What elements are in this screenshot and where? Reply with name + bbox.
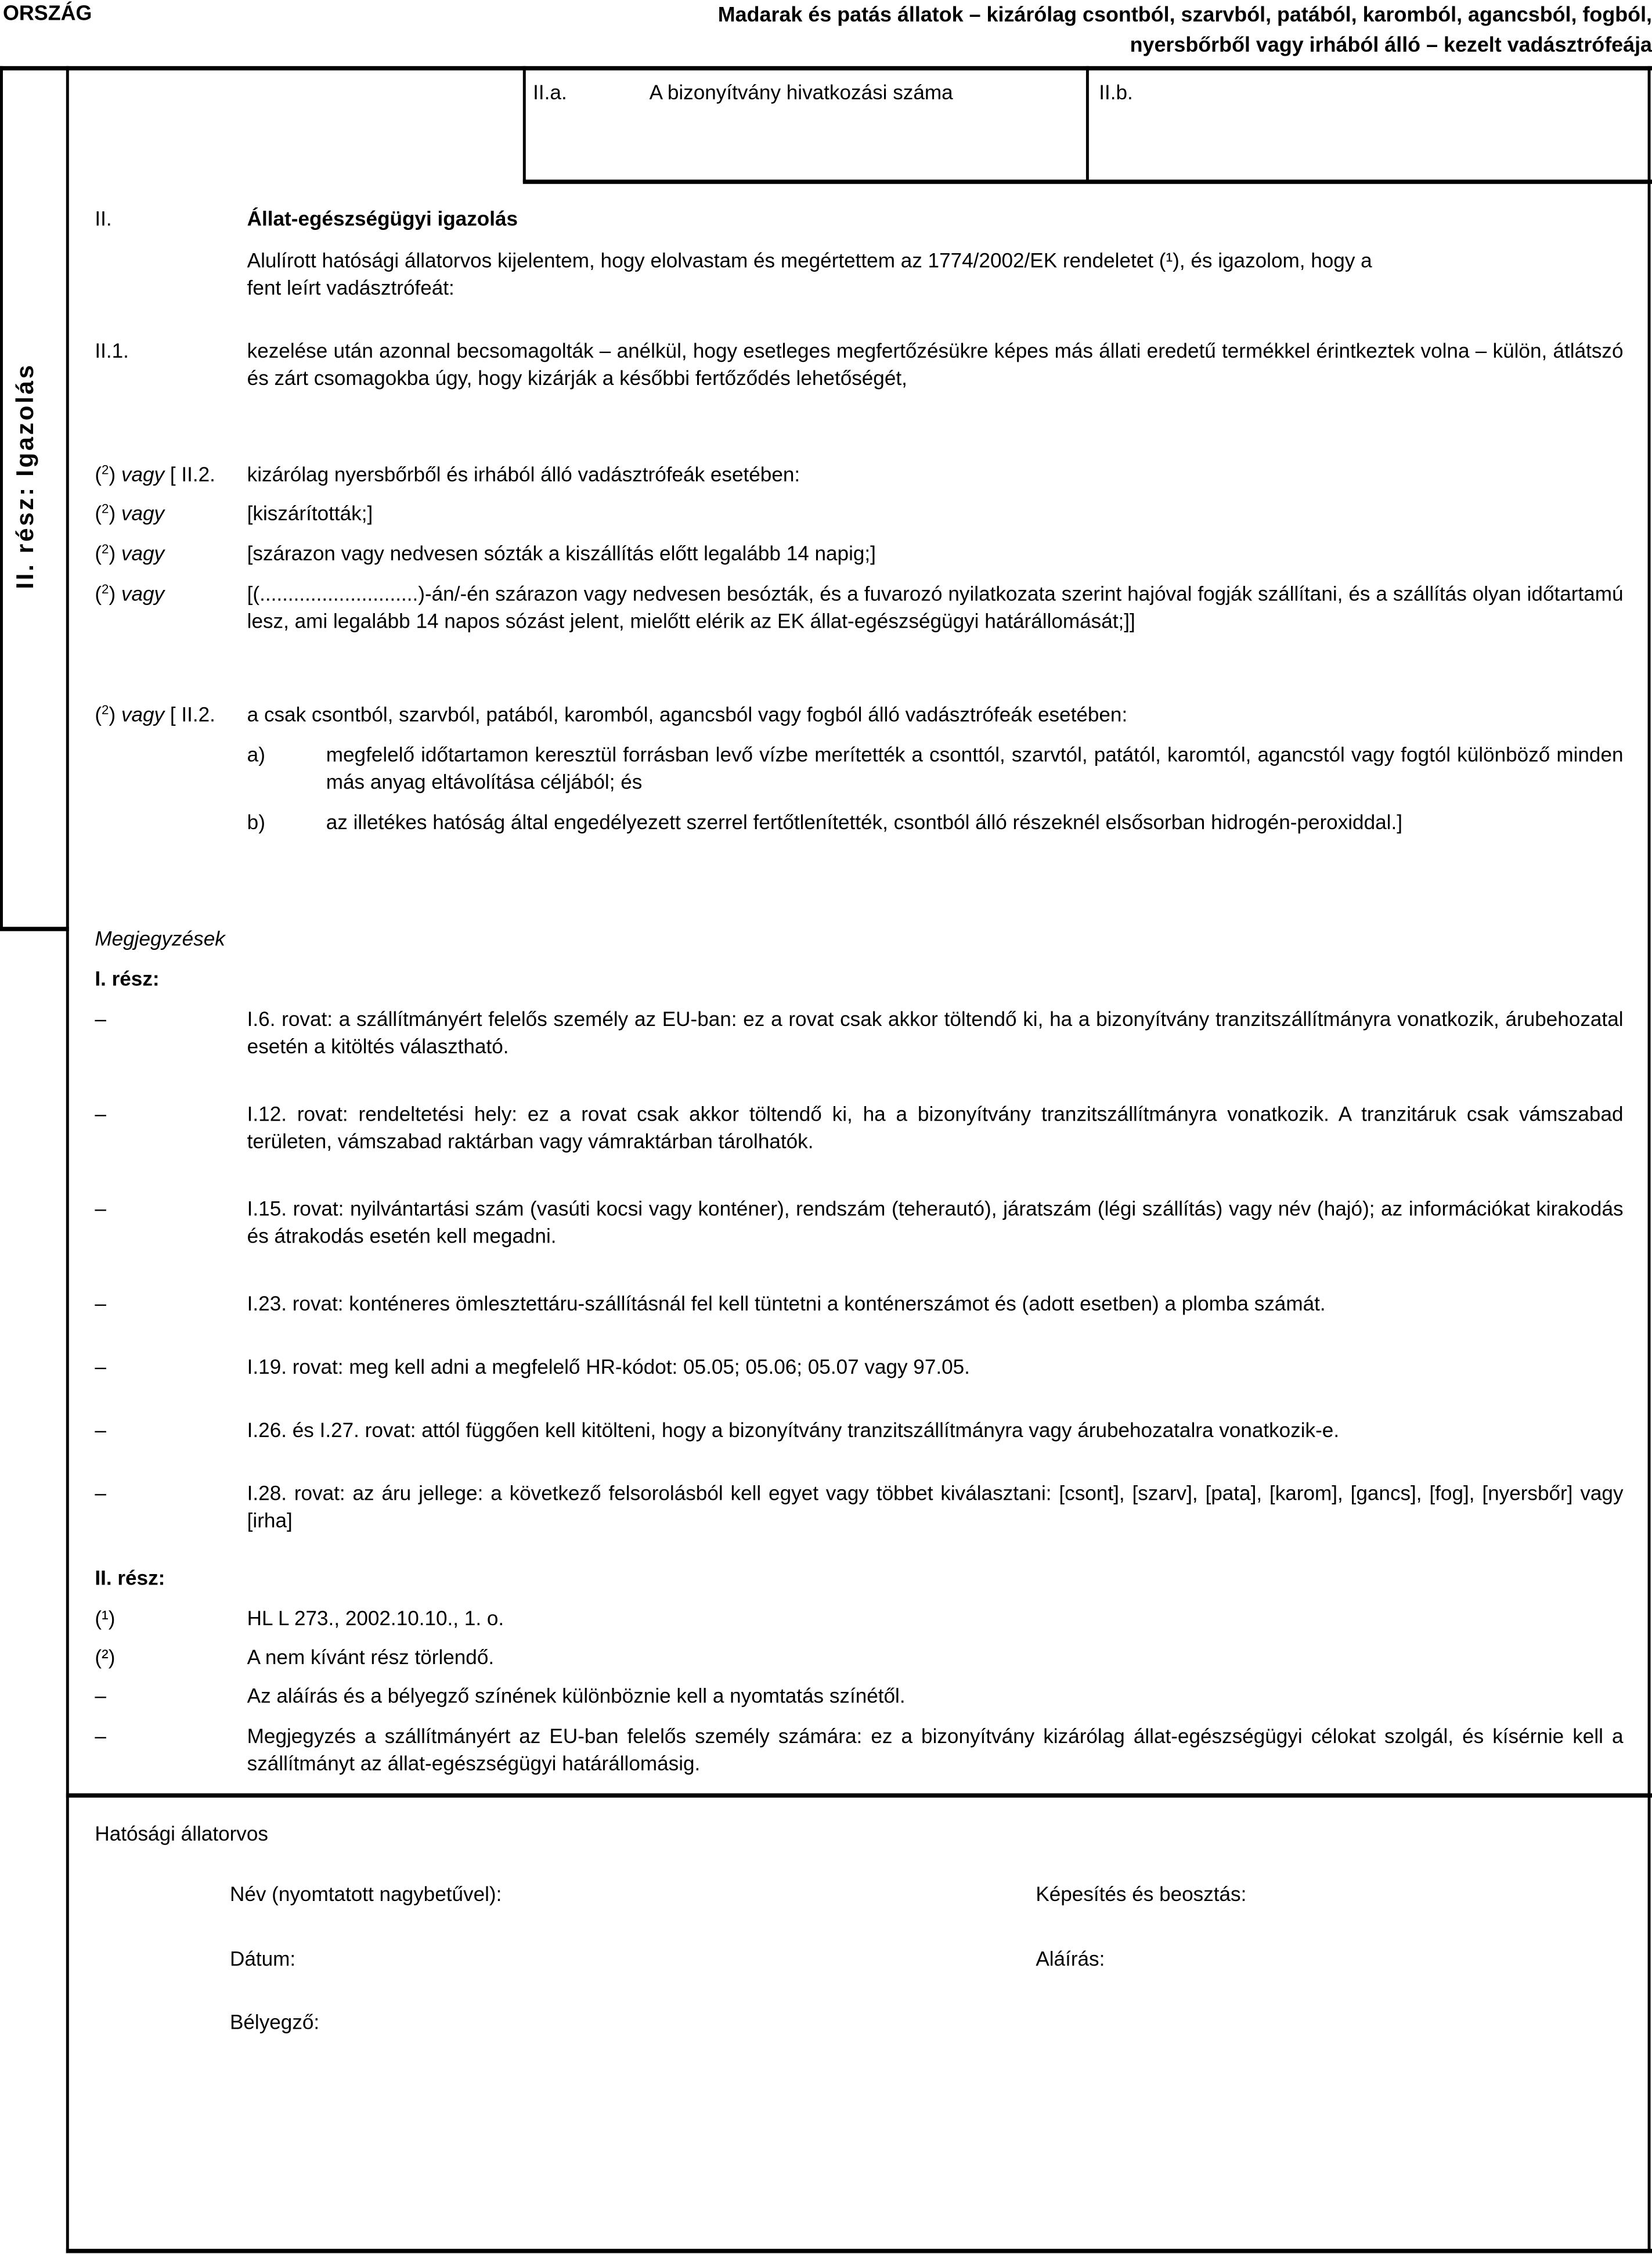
item-label: ($^2$) vagy — [95, 582, 165, 607]
stamp-field[interactable]: Bélyegző: — [229, 2011, 320, 2035]
notes-part1-title: I. rész: — [95, 968, 160, 992]
footnote-mark: – — [95, 1726, 106, 1749]
item-label: ($^2$) vagy [ II.2. — [95, 703, 215, 728]
ref-box-divider — [1086, 66, 1089, 182]
sidebar-divider — [66, 66, 69, 2253]
frame-left — [0, 66, 3, 928]
frame-bottom — [66, 2249, 1652, 2253]
title-line-2: nyersbőrből vagy irhából álló – kezelt vadásztrófeája — [1130, 34, 1652, 57]
signature-field[interactable]: Aláírás: — [1036, 1948, 1105, 1972]
section-number: II. — [95, 208, 112, 232]
note-dash: – — [95, 1356, 106, 1380]
note-text: I.6. rovat: a szállítmányért felelős személy az EU-ban: ez a rovat csak akkor töltendő ki, ha a bizonyítvány tranzitszállítmányra vonatkozik, árubehozatal esetén a kitöltés választható. — [247, 1009, 1624, 1059]
footnote-mark: (¹) — [95, 1608, 116, 1631]
ref-b-field[interactable]: II.b. — [1099, 82, 1133, 105]
intro-line-2: fent leírt vadásztrófeát: — [247, 277, 455, 301]
footnote-text: HL L 273., 2002.10.10., 1. o. — [247, 1608, 504, 1631]
frame-right — [1648, 66, 1651, 2253]
note-text: I.12. rovat: rendeltetési hely: ez a rovat csak akkor töltendő ki, ha a bizonyítvány tranzitszállítmányra vonatkozik. A tranzitáruk csak vámszabad területen, vámszabad raktárban vagy vámraktárban tárolhatók. — [247, 1103, 1624, 1154]
note-dash: – — [95, 1482, 106, 1506]
date-field[interactable]: Dátum: — [229, 1948, 296, 1972]
section-title: Állat-egészségügyi igazolás — [247, 208, 518, 232]
notes-part2-title: II. rész: — [95, 1568, 165, 1591]
item-text[interactable]: a csak csontból, szarvból, patából, karomból, agancsból vagy fogból álló vadásztrófeák esetében: — [247, 704, 1128, 728]
note-text: I.19. rovat: meg kell adni a megfelelő HR-kódot: 05.05; 05.06; 05.07 vagy 97.05. — [247, 1356, 970, 1380]
ref-box-bottom — [523, 179, 1652, 183]
name-field[interactable]: Név (nyomtatott nagybetűvel): — [229, 1884, 502, 1907]
subitem-text: az illetékes hatóság által engedélyezett szerrel fertőtlenítették, csontból álló részeknél elsősorban hidrogén-peroxiddal.] — [326, 812, 1402, 835]
footnote-text: Megjegyzés a szállítmányért az EU-ban felelős személy számára: ez a bizonyítvány kizárólag állat-egészségügyi célokat szolgál, és kísérnie kell a szállítmányt az állat-egészségügyi határállomásig. — [247, 1726, 1624, 1776]
country-label: ORSZÁG — [2, 2, 92, 26]
footnote-mark: – — [95, 1685, 106, 1709]
signature-divider — [66, 1794, 1652, 1798]
footnote-mark: (²) — [95, 1647, 116, 1670]
signature-title: Hatósági állatorvos — [95, 1823, 268, 1847]
sidebar-bottom — [0, 927, 69, 931]
note-text: I.23. rovat: konténeres ömlesztettáru-szállításnál fel kell tüntetni a konténerszámot és (adott esetben) a plomba számát. — [247, 1293, 1326, 1316]
note-dash: – — [95, 1103, 106, 1127]
qualification-field[interactable]: Képesítés és beosztás: — [1036, 1884, 1247, 1907]
ref-a-label: II.a. — [533, 82, 567, 105]
note-dash: – — [95, 1009, 106, 1032]
certificate-title — [474, 1, 1652, 62]
subitem-text: megfelelő időtartamon keresztül forrásban levő vízbe merítették a csonttól, szarvtól, patától, karomtól, agancstól vagy fogtól különböző minden más anyag eltávolítása céljából; és — [326, 744, 1624, 795]
item-label: ($^2$) vagy [ II.2. — [95, 462, 215, 487]
item-label: ($^2$) vagy — [95, 501, 165, 526]
ref-a-field[interactable]: A bizonyítvány hivatkozási száma — [649, 82, 953, 105]
title-line-1: Madarak és patás állatok – kizárólag csontból, szarvból, patából, karomból, agancsból, fogból, — [717, 4, 1652, 28]
note-text: I.26. és I.27. rovat: attól függően kell kitölteni, hogy a bizonyítvány tranzitszállítmányra vagy árubehozatalra vonatkozik-e. — [247, 1420, 1340, 1443]
subitem-label: a) — [247, 744, 265, 768]
item-text: kezelése után azonnal becsomagolták – anélkül, hogy esetleges megfertőzésükre képes más állati eredetű termékkel érintkeztek volna – külön, átlátszó és zárt csomagokba úgy, hogy kizárják a későbbi fertőződés lehetőségét, — [247, 340, 1624, 391]
notes-title: Megjegyzések — [95, 928, 225, 952]
note-dash: – — [95, 1420, 106, 1443]
item-label: II.1. — [95, 340, 129, 364]
item-text[interactable]: [(............................)-án/-én szárazon vagy nedvesen besózták, és a fuvarozó nyilatkozata szerint hajóval fogják szállítani, és a szállítás olyan időtartamú lesz, ami legalább 14 napos sózást jelent, mielőtt elérik az EK állat-egészségügyi határállomását;]] — [247, 583, 1624, 634]
ref-box-left — [523, 66, 526, 182]
footnote-text: A nem kívánt rész törlendő. — [247, 1647, 495, 1670]
subitem-label: b) — [247, 812, 265, 835]
frame-top — [0, 66, 1652, 70]
note-dash: – — [95, 1198, 106, 1222]
intro-line-1: Alulírott hatósági állatorvos kijelentem, hogy elolvastam és megértettem az 1774/2002/EK rendeletet (¹), és igazolom, hogy a — [247, 250, 1372, 273]
intro-text — [247, 249, 1624, 303]
note-dash: – — [95, 1293, 106, 1316]
note-text: I.15. rovat: nyilvántartási szám (vasúti kocsi vagy konténer), rendszám (teherautó), járatszám (légi szállítás) vagy név (hajó); az információkat kirakodás és átrakodás esetén kell megadni. — [247, 1198, 1624, 1249]
item-text[interactable]: [szárazon vagy nedvesen sózták a kiszállítás előtt legalább 14 napig;] — [247, 543, 876, 567]
footnote-text: Az aláírás és a bélyegző színének különböznie kell a nyomtatás színétől. — [247, 1685, 906, 1709]
sidebar-part-label: II. rész: Igazolás — [11, 363, 39, 589]
item-text: kizárólag nyersbőrből és irhából álló vadásztrófeák esetében: — [247, 464, 800, 487]
note-text: I.28. rovat: az áru jellege: a következő felsorolásból kell egyet vagy többet kiválasztani: [csont], [szarv], [pata], [karom], [gancs], [fog], [nyersbőr] vagy [irha] — [247, 1482, 1624, 1533]
item-text[interactable]: [kiszárították;] — [247, 503, 373, 526]
item-label: ($^2$) vagy — [95, 541, 165, 567]
